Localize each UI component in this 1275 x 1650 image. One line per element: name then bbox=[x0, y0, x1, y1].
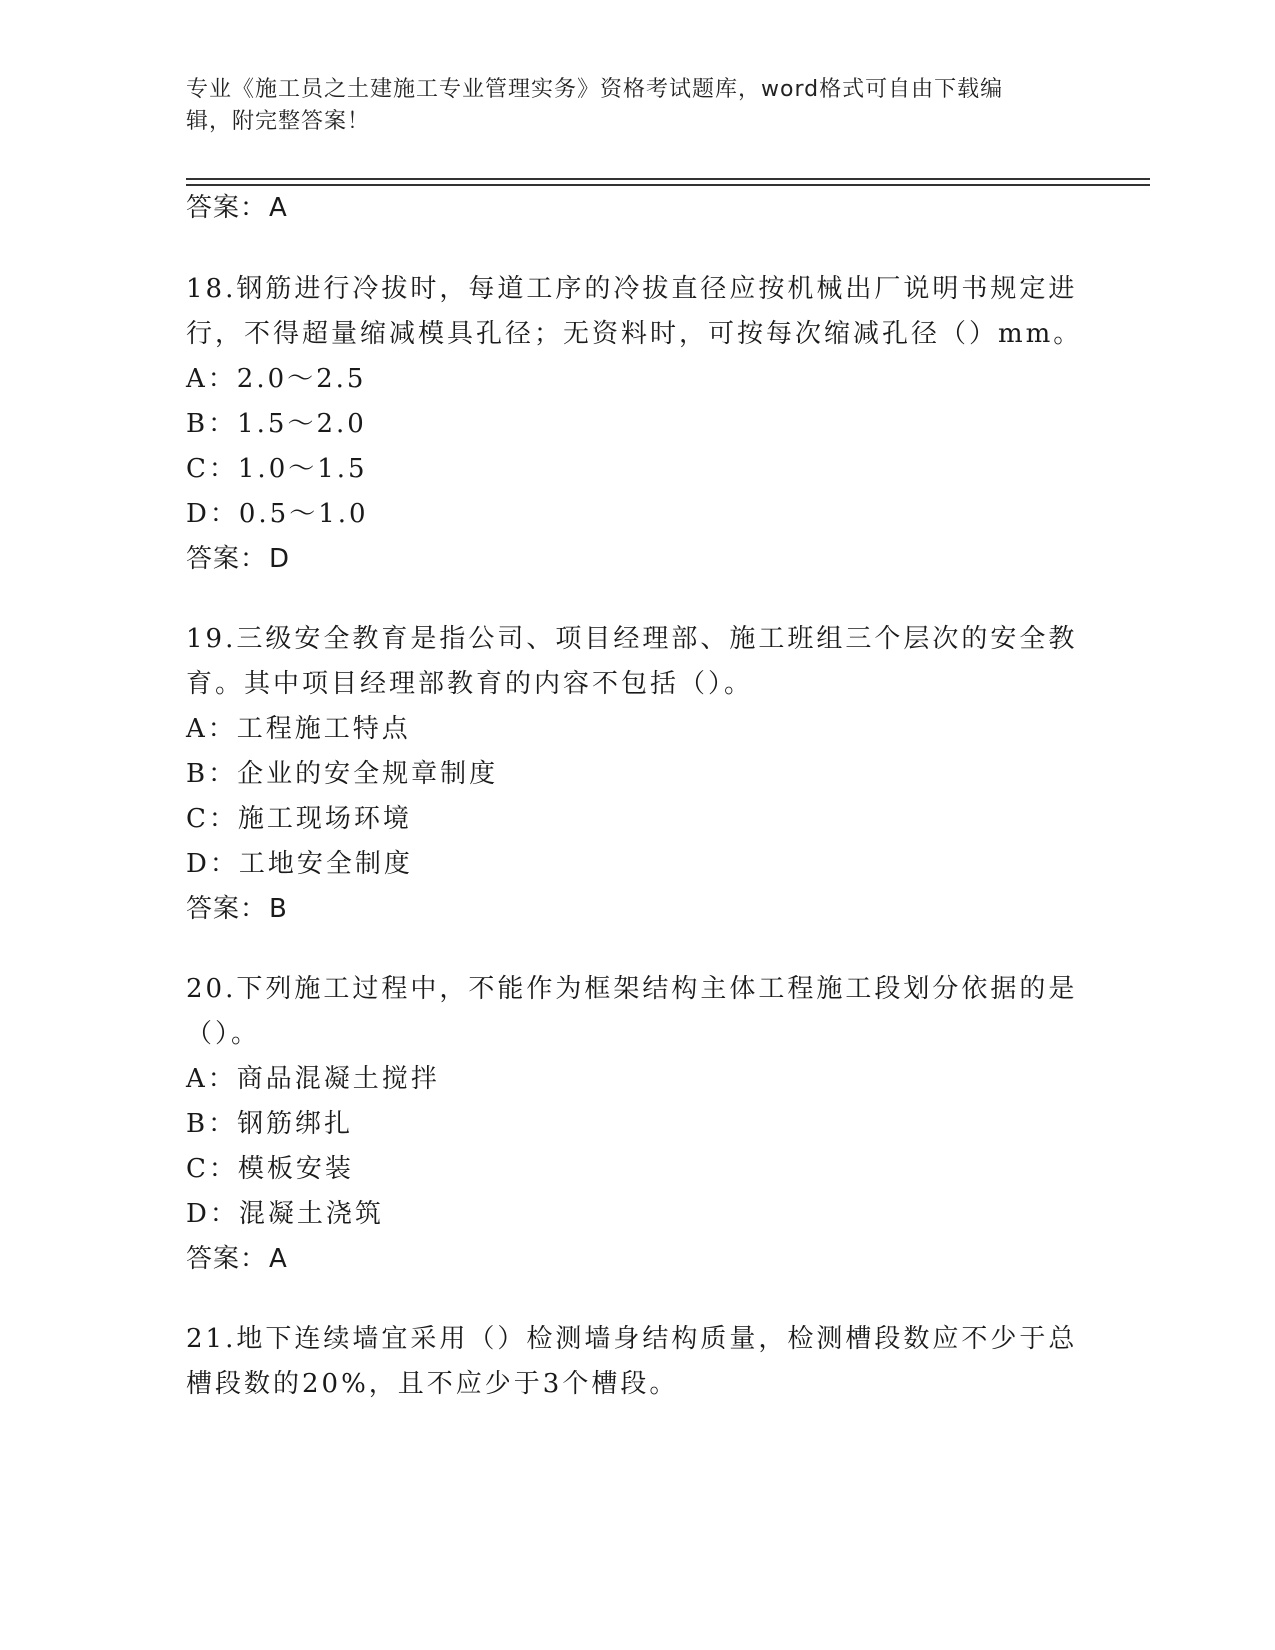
option-c: C：施工现场环境 bbox=[186, 804, 412, 834]
option-d: D：混凝土浇筑 bbox=[186, 1199, 384, 1229]
option-b: B：钢筋绑扎 bbox=[186, 1109, 354, 1139]
answer-value: B bbox=[269, 894, 288, 924]
answer-label: 答案： bbox=[186, 544, 268, 574]
answer-value: A bbox=[269, 193, 288, 223]
question-answer bbox=[186, 887, 1086, 932]
question-text-line-2: （）。 bbox=[186, 1019, 261, 1049]
question-text-line-2: 槽段数的20%，且不应少于3个槽段。 bbox=[186, 1369, 679, 1399]
option-a: A：工程施工特点 bbox=[186, 714, 411, 744]
question-text-line-1: 21.地下连续墙宜采用（）检测墙身结构质量，检测槽段数应不少于总 bbox=[186, 1324, 1078, 1354]
question-18 bbox=[186, 267, 1086, 582]
answer-label: 答案： bbox=[186, 894, 268, 924]
header-line-2: 辑，附完整答案！ bbox=[186, 109, 371, 134]
option-c: C：1.0～1.5 bbox=[186, 454, 368, 484]
question-text-line-2: 育。其中项目经理部教育的内容不包括（）。 bbox=[186, 669, 754, 699]
option-a: A：商品混凝土搅拌 bbox=[186, 1064, 440, 1094]
option-d: D：0.5～1.0 bbox=[186, 499, 369, 529]
answer-label: 答案： bbox=[186, 193, 268, 223]
previous-answer bbox=[186, 186, 1086, 231]
question-text-line-1: 18.钢筋进行冷拔时，每道工序的冷拔直径应按机械出厂说明书规定进 bbox=[186, 274, 1078, 304]
answer-label: 答案： bbox=[186, 1244, 268, 1274]
header-line-1: 专业《施工员之土建施工专业管理实务》资格考试题库，word格式可自由下载编 bbox=[186, 77, 1004, 102]
question-20 bbox=[186, 967, 1086, 1282]
question-21 bbox=[186, 1317, 1086, 1407]
answer-value: D bbox=[269, 544, 291, 574]
document-header bbox=[186, 74, 1066, 138]
option-a: A：2.0～2.5 bbox=[186, 364, 367, 394]
option-c: C：模板安装 bbox=[186, 1154, 354, 1184]
option-d: D：工地安全制度 bbox=[186, 849, 413, 879]
question-answer bbox=[186, 1237, 1086, 1282]
question-text-line-1: 19.三级安全教育是指公司、项目经理部、施工班组三个层次的安全教 bbox=[186, 624, 1078, 654]
question-text-line-1: 20.下列施工过程中，不能作为框架结构主体工程施工段划分依据的是 bbox=[186, 974, 1078, 1004]
option-b: B：1.5～2.0 bbox=[186, 409, 367, 439]
header-rule-top bbox=[186, 178, 1150, 180]
question-19 bbox=[186, 617, 1086, 932]
answer-value: A bbox=[269, 1244, 288, 1274]
question-text-line-2: 行，不得超量缩减模具孔径；无资料时，可按每次缩减孔径（）mm。 bbox=[186, 319, 1083, 349]
option-b: B：企业的安全规章制度 bbox=[186, 759, 499, 789]
question-answer bbox=[186, 537, 1086, 582]
